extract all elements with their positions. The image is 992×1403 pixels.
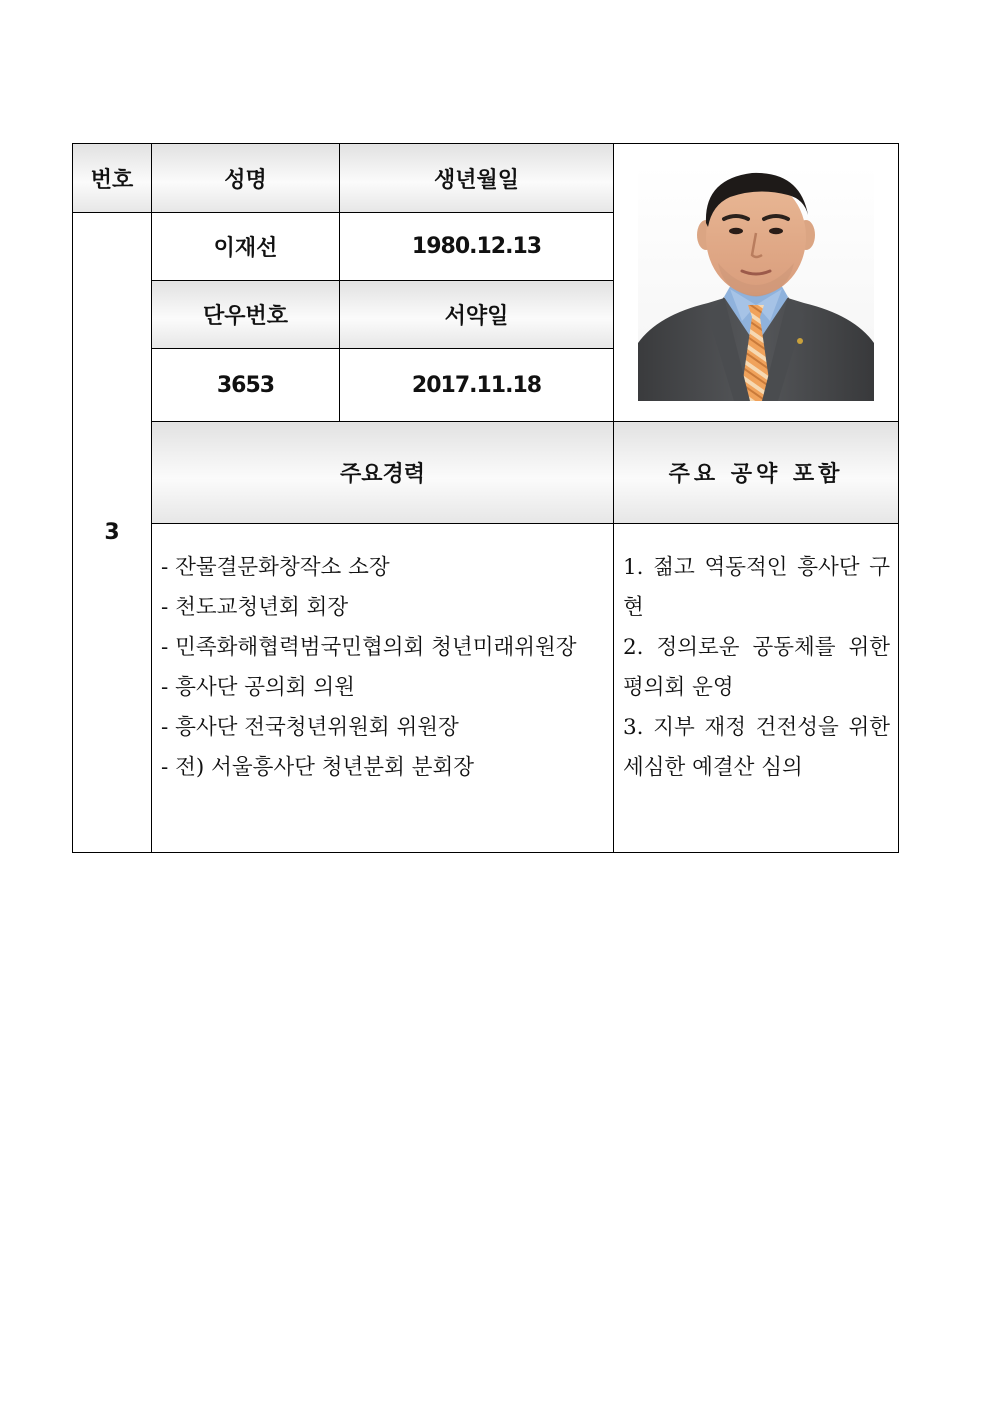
career-item: - 흥사단 공의회 의원 <box>161 675 355 700</box>
header-career: 주요경력 <box>152 422 614 524</box>
photo-cell <box>614 144 899 422</box>
career-item: - 잔물결문화창작소 소장 <box>161 555 390 580</box>
candidate-birth: 1980.12.13 <box>340 213 614 281</box>
career-item: - 천도교청년회 회장 <box>161 595 349 620</box>
header-member-no: 단우번호 <box>152 281 340 349</box>
candidate-member-no: 3653 <box>152 349 340 422</box>
pledge-item: 2. 정의로운 공동체를 위한 평의회 운영 <box>623 635 890 700</box>
pledge-item: 3. 지부 재정 건전성을 위한 세심한 예결산 심의 <box>623 715 890 780</box>
pledge-item: 1. 젊고 역동적인 흥사단 구현 <box>623 555 890 620</box>
career-item: - 민족화해협력범국민협의회 청년미래위원장 <box>161 635 577 660</box>
header-oath-date: 서약일 <box>340 281 614 349</box>
candidate-oath-date: 2017.11.18 <box>340 349 614 422</box>
header-birth: 생년월일 <box>340 144 614 213</box>
pledge-list <box>614 524 899 853</box>
candidate-photo <box>638 165 874 401</box>
candidate-table <box>72 143 899 853</box>
candidate-name: 이재선 <box>152 213 340 281</box>
header-pledges: 주요 공약 포함 <box>614 422 899 524</box>
header-name: 성명 <box>152 144 340 213</box>
career-item: - 흥사단 전국청년위원회 위원장 <box>161 715 459 740</box>
career-item: - 전) 서울흥사단 청년분회 분회장 <box>161 755 474 780</box>
header-number: 번호 <box>73 144 152 213</box>
candidate-number: 3 <box>73 213 152 853</box>
career-list <box>152 524 614 853</box>
